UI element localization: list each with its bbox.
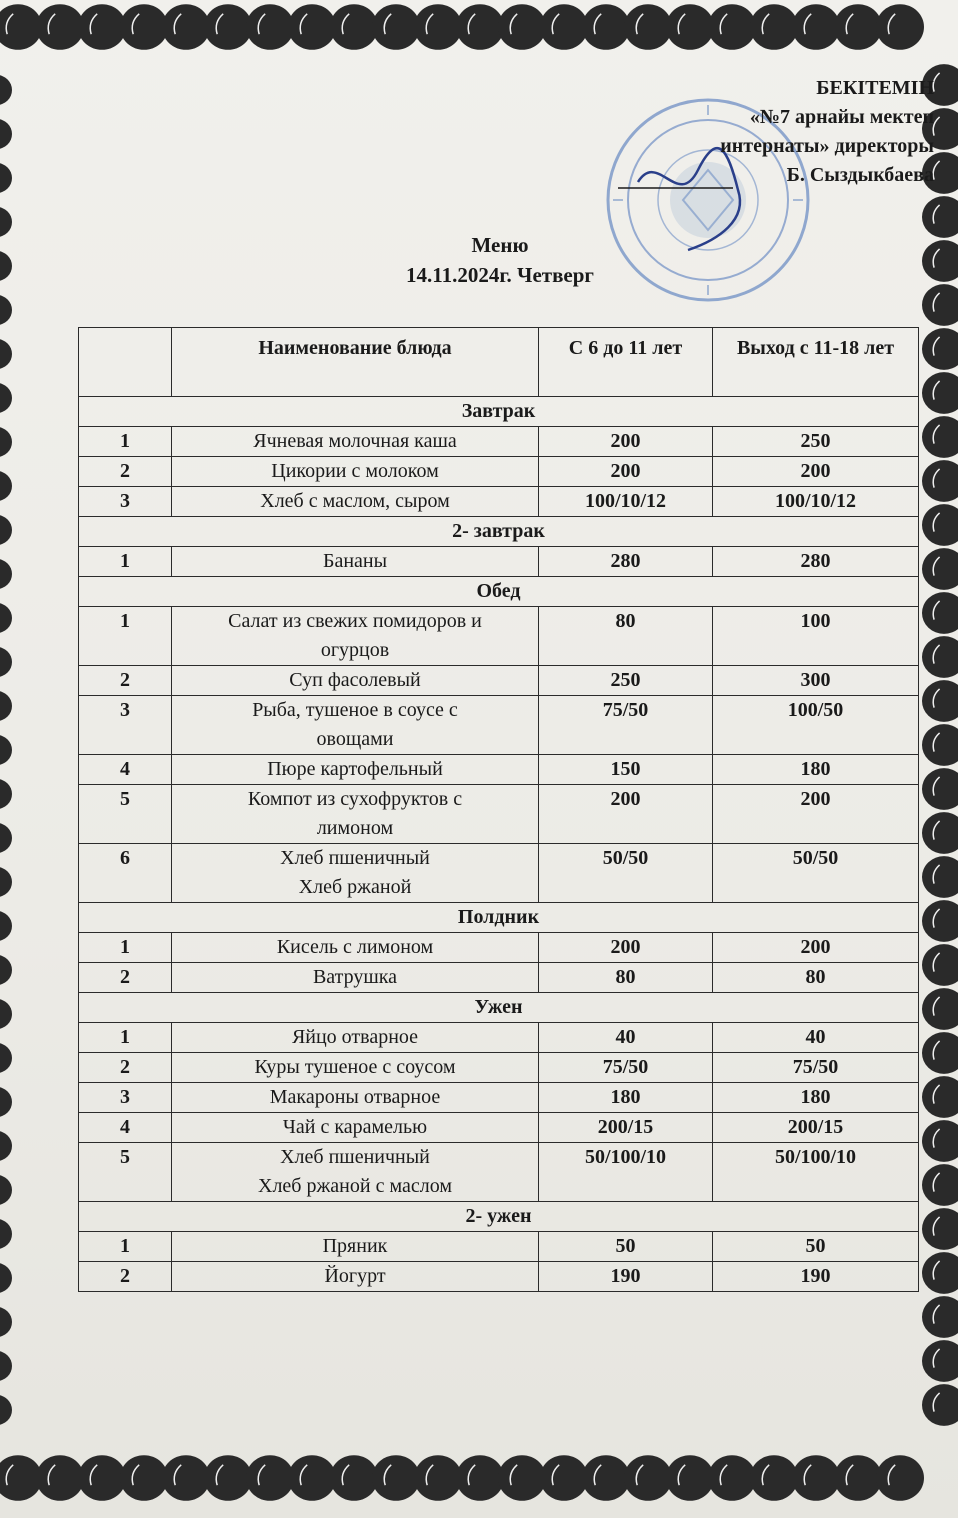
apple-icon [922, 1384, 958, 1426]
apple-icon [922, 240, 958, 282]
apple-icon [922, 680, 958, 722]
apple-icon [582, 4, 630, 50]
header-number [79, 328, 172, 397]
table-row [79, 1232, 919, 1262]
portion-6-11: 200/15 [539, 1113, 713, 1143]
dish-name [172, 427, 539, 457]
apple-icon [414, 1455, 462, 1501]
apple-icon [0, 691, 12, 721]
apple-icon [0, 735, 12, 765]
table-row [79, 844, 919, 903]
row-number: 1 [79, 427, 172, 457]
portion-6-11: 50/50 [539, 844, 713, 903]
portion-11-18: 300 [713, 666, 919, 696]
dish-name-line: огурцов [320, 639, 390, 661]
dish-name-line: Йогурт [324, 1265, 386, 1287]
apple-icon [0, 1043, 12, 1073]
apple-icon [922, 636, 958, 678]
table-row [79, 1262, 919, 1292]
apple-icon [0, 1263, 12, 1293]
row-number: 1 [79, 607, 172, 666]
apple-icon [0, 911, 12, 941]
table-row [79, 963, 919, 993]
apple-icon [36, 1455, 84, 1501]
portion-6-11: 75/50 [539, 696, 713, 755]
row-number: 2 [79, 963, 172, 993]
apple-icon [922, 812, 958, 854]
dish-name [172, 1143, 539, 1202]
apple-icon [624, 1455, 672, 1501]
dish-name [172, 1262, 539, 1292]
portion-6-11: 50/100/10 [539, 1143, 713, 1202]
approval-school: «№7 арнайы мектеп [749, 106, 934, 128]
portion-11-18: 250 [713, 427, 919, 457]
dish-name-line: Макароны отварное [269, 1086, 441, 1108]
header-age-6-11: С 6 до 11 лет [539, 328, 713, 397]
portion-11-18: 180 [713, 1083, 919, 1113]
apple-icon [498, 1455, 546, 1501]
row-number: 1 [79, 1232, 172, 1262]
portion-11-18: 200 [713, 457, 919, 487]
portion-6-11: 100/10/12 [539, 487, 713, 517]
apple-icon [78, 4, 126, 50]
apple-icon [922, 856, 958, 898]
row-number: 4 [79, 755, 172, 785]
apple-icon [414, 4, 462, 50]
apple-icon [0, 163, 12, 193]
section-title: Завтрак [79, 397, 919, 427]
apple-icon [922, 372, 958, 414]
dish-name [172, 755, 539, 785]
apple-icon [0, 1351, 12, 1381]
section-title: Ужен [79, 993, 919, 1023]
dish-name-line: Суп фасолевый [289, 669, 421, 691]
portion-6-11: 200 [539, 427, 713, 457]
portion-11-18: 50/100/10 [713, 1143, 919, 1202]
apple-icon [0, 603, 12, 633]
apple-icon [204, 4, 252, 50]
header-age-11-18: Выход с 11-18 лет [713, 328, 919, 397]
dish-name-line: Пряник [322, 1235, 388, 1257]
apple-icon [922, 592, 958, 634]
dish-name [172, 933, 539, 963]
portion-11-18: 75/50 [713, 1053, 919, 1083]
table-row [79, 547, 919, 577]
dish-name-line: Бананы [322, 550, 388, 572]
apple-icon [582, 1455, 630, 1501]
table-row [79, 1053, 919, 1083]
table-row [79, 487, 919, 517]
apple-icon [922, 1252, 958, 1294]
dish-name-line: Ватрушка [312, 966, 398, 988]
apple-icon [922, 284, 958, 326]
portion-6-11: 190 [539, 1262, 713, 1292]
apple-icon [0, 251, 12, 281]
portion-11-18: 200 [713, 933, 919, 963]
portion-6-11: 80 [539, 607, 713, 666]
dish-name-line: Компот из сухофруктов с [247, 788, 463, 810]
apple-icon [0, 823, 12, 853]
dish-name-line: Кисель с лимоном [276, 936, 434, 958]
portion-11-18: 200 [713, 785, 919, 844]
approval-block [574, 74, 934, 190]
dish-name [172, 1023, 539, 1053]
apple-icon [922, 328, 958, 370]
apple-icon [0, 955, 12, 985]
portion-11-18: 100/10/12 [713, 487, 919, 517]
menu-date: 14.11.2024г. Четверг [406, 263, 594, 287]
apple-icon [834, 4, 882, 50]
apple-icon [0, 647, 12, 677]
apple-icon [456, 4, 504, 50]
portion-11-18: 50/50 [713, 844, 919, 903]
table-row [79, 1083, 919, 1113]
dish-name-line: Хлеб пшеничный [280, 1146, 430, 1168]
table-row [79, 1143, 919, 1202]
apple-icon [922, 900, 958, 942]
apple-icon [922, 768, 958, 810]
apple-icon [922, 724, 958, 766]
approval-position: интернаты» директоры [720, 135, 934, 157]
apple-icon [624, 4, 672, 50]
apple-icon [162, 4, 210, 50]
apple-icon [750, 1455, 798, 1501]
dish-name-line: Хлеб ржаной [298, 876, 412, 898]
apple-icon [922, 504, 958, 546]
dish-name [172, 696, 539, 755]
apple-icon [922, 1208, 958, 1250]
apple-icon [0, 867, 12, 897]
apple-icon [120, 4, 168, 50]
page-title: Меню [471, 233, 529, 257]
dish-name-line: Салат из свежих помидоров и [228, 610, 482, 632]
apple-icon [456, 1455, 504, 1501]
apple-icon [0, 295, 12, 325]
apple-icon [0, 383, 12, 413]
row-number: 2 [79, 457, 172, 487]
dish-name-line: Пюре картофельный [267, 758, 443, 780]
apple-icon [330, 4, 378, 50]
portion-11-18: 40 [713, 1023, 919, 1053]
row-number: 2 [79, 1262, 172, 1292]
apple-icon [0, 1087, 12, 1117]
apple-icon [922, 1032, 958, 1074]
row-number: 2 [79, 666, 172, 696]
apple-icon [922, 1296, 958, 1338]
dish-name-line: Куры тушеное с соусом [254, 1056, 456, 1078]
table-row [79, 427, 919, 457]
row-number: 1 [79, 933, 172, 963]
menu-table [78, 327, 919, 1292]
section-row [79, 397, 919, 427]
table-row [79, 1113, 919, 1143]
apple-icon [834, 1455, 882, 1501]
section-row [79, 903, 919, 933]
apple-icon [540, 4, 588, 50]
section-title: Полдник [79, 903, 919, 933]
portion-6-11: 80 [539, 963, 713, 993]
approval-title: БЕКІТЕМІН [816, 77, 934, 99]
apple-icon [922, 416, 958, 458]
row-number: 3 [79, 696, 172, 755]
dish-name-line: Хлеб с маслом, сыром [260, 490, 450, 512]
portion-6-11: 200 [539, 933, 713, 963]
apple-icon [750, 4, 798, 50]
portion-6-11: 75/50 [539, 1053, 713, 1083]
apple-icon [922, 1340, 958, 1382]
apple-icon [876, 1455, 924, 1501]
apple-icon [0, 779, 12, 809]
apple-icon [288, 1455, 336, 1501]
dish-name [172, 487, 539, 517]
apple-icon [708, 1455, 756, 1501]
apple-icon [204, 1455, 252, 1501]
dish-name-line: Яйцо отварное [291, 1026, 419, 1048]
dish-name-line: Чай с карамелью [282, 1116, 428, 1138]
section-title: Обед [79, 577, 919, 607]
row-number: 4 [79, 1113, 172, 1143]
portion-6-11: 40 [539, 1023, 713, 1053]
section-row [79, 517, 919, 547]
row-number: 1 [79, 1023, 172, 1053]
header-dish-name: Наименование блюда [172, 328, 539, 397]
section-title: 2- завтрак [79, 517, 919, 547]
section-row [79, 1202, 919, 1232]
apple-icon [922, 988, 958, 1030]
dish-name-line: Ячневая молочная каша [253, 430, 457, 452]
apple-icon [78, 1455, 126, 1501]
apple-icon [922, 460, 958, 502]
apple-icon [666, 1455, 714, 1501]
apple-icon [922, 196, 958, 238]
apple-icon [0, 339, 12, 369]
apple-icon [922, 944, 958, 986]
portion-11-18: 50 [713, 1232, 919, 1262]
row-number: 3 [79, 1083, 172, 1113]
table-row [79, 666, 919, 696]
section-row [79, 577, 919, 607]
apple-icon [246, 4, 294, 50]
dish-name-line: овощами [316, 728, 394, 750]
dish-name-line: Хлеб пшеничный [280, 847, 430, 869]
dish-name [172, 1232, 539, 1262]
apple-icon [36, 4, 84, 50]
portion-11-18: 180 [713, 755, 919, 785]
dish-name-line: Рыба, тушеное в соусе с [252, 699, 458, 721]
apple-icon [0, 1175, 12, 1205]
dish-name [172, 963, 539, 993]
portion-11-18: 100 [713, 607, 919, 666]
apple-icon [288, 4, 336, 50]
apple-icon [120, 1455, 168, 1501]
portion-11-18: 190 [713, 1262, 919, 1292]
apple-icon [330, 1455, 378, 1501]
table-header-row [79, 328, 919, 397]
menu-table-body [79, 397, 919, 1292]
apple-icon [0, 207, 12, 237]
apple-icon [922, 1164, 958, 1206]
portion-6-11: 180 [539, 1083, 713, 1113]
row-number: 3 [79, 487, 172, 517]
portion-11-18: 280 [713, 547, 919, 577]
apple-icon [922, 1076, 958, 1118]
table-row [79, 755, 919, 785]
dish-name [172, 1113, 539, 1143]
table-row [79, 785, 919, 844]
dish-name [172, 457, 539, 487]
apple-icon [922, 548, 958, 590]
apple-icon [0, 1455, 42, 1501]
dish-name [172, 1053, 539, 1083]
dish-name [172, 607, 539, 666]
dish-name-line: Цикории с молоком [271, 460, 439, 482]
dish-name-line: лимоном [316, 817, 394, 839]
apple-icon [0, 75, 12, 105]
portion-6-11: 250 [539, 666, 713, 696]
apple-icon [498, 4, 546, 50]
apple-icon [876, 4, 924, 50]
table-row [79, 1023, 919, 1053]
portion-6-11: 200 [539, 457, 713, 487]
apple-icon [922, 1120, 958, 1162]
table-row [79, 933, 919, 963]
portion-6-11: 200 [539, 785, 713, 844]
apple-icon [372, 1455, 420, 1501]
row-number: 2 [79, 1053, 172, 1083]
apple-icon [0, 471, 12, 501]
dish-name [172, 547, 539, 577]
portion-11-18: 80 [713, 963, 919, 993]
apple-icon [792, 1455, 840, 1501]
apple-icon [0, 119, 12, 149]
apple-icon [540, 1455, 588, 1501]
apple-icon [0, 1395, 12, 1425]
portion-6-11: 150 [539, 755, 713, 785]
row-number: 6 [79, 844, 172, 903]
dish-name [172, 1083, 539, 1113]
apple-icon [0, 427, 12, 457]
apple-icon [372, 4, 420, 50]
section-title: 2- ужен [79, 1202, 919, 1232]
portion-11-18: 200/15 [713, 1113, 919, 1143]
apple-icon [0, 1219, 12, 1249]
row-number: 5 [79, 785, 172, 844]
apple-icon [0, 999, 12, 1029]
apple-icon [246, 1455, 294, 1501]
dish-name-line: Хлеб ржаной с маслом [258, 1175, 452, 1197]
dish-name [172, 844, 539, 903]
dish-name [172, 666, 539, 696]
apple-icon [0, 1307, 12, 1337]
dish-name [172, 785, 539, 844]
portion-6-11: 280 [539, 547, 713, 577]
row-number: 1 [79, 547, 172, 577]
apple-icon [162, 1455, 210, 1501]
table-row [79, 696, 919, 755]
section-row [79, 993, 919, 1023]
row-number: 5 [79, 1143, 172, 1202]
table-row [79, 607, 919, 666]
apple-icon [708, 4, 756, 50]
portion-11-18: 100/50 [713, 696, 919, 755]
table-row [79, 457, 919, 487]
portion-6-11: 50 [539, 1232, 713, 1262]
apple-icon [0, 515, 12, 545]
apple-icon [0, 559, 12, 589]
apple-icon [0, 4, 42, 50]
apple-icon [666, 4, 714, 50]
apple-icon [0, 1131, 12, 1161]
apple-icon [792, 4, 840, 50]
approval-signer: Б. Сыздыкбаева [786, 164, 934, 186]
